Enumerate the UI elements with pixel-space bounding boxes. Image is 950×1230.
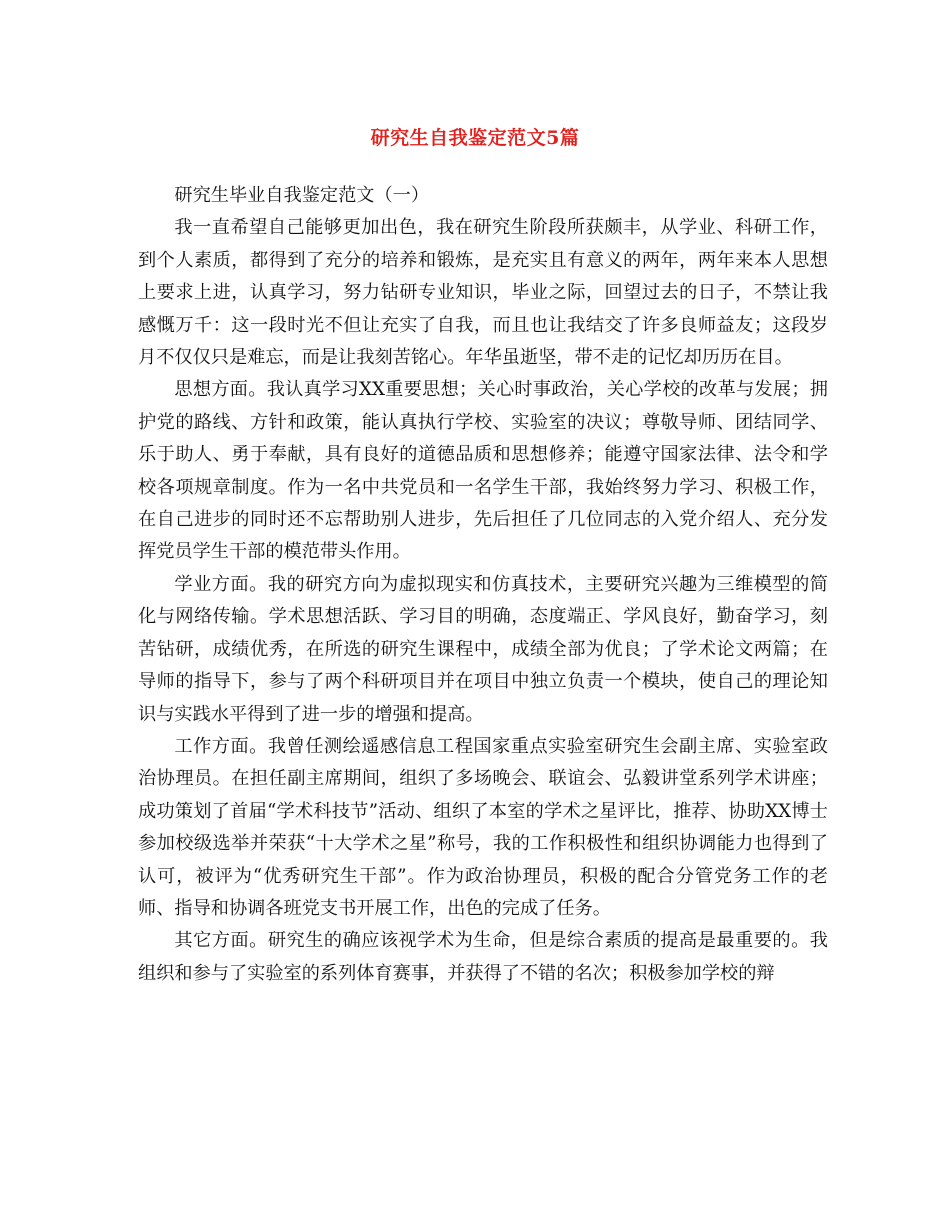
document-title: 研究生自我鉴定范文5篇 — [370, 127, 580, 149]
paragraph-work: 工作方面。我曾任测绘遥感信息工程国家重点实验室研究生会副主席、实验室政治协理员。在担任副主席期间，组织了多场晚会、联谊会、弘毅讲堂系列学术讲座；成功策划了首届“学术科技节”活动、组织了本室的学术之星评比，推荐、协助XX博士参加校级选举并荣获“十大学术之星”称号，我的工作积极性和组织协调能力也得到了认可，被评为“优秀研究生干部”。作为政治协理员，积极的配合分管党务工作的老师、指导和协调各班党支书开展工作，出色的完成了任务。 — [138, 735, 828, 919]
section-heading: 研究生毕业自我鉴定范文（一） — [174, 185, 430, 206]
paragraph-other: 其它方面。研究生的确应该视学术为生命，但是综合素质的提高是最重要的。我组织和参与了实验室的系列体育赛事，并获得了不错的名次；积极参加学校的辩 — [138, 930, 828, 984]
paragraph-academics: 学业方面。我的研究方向为虚拟现实和仿真技术，主要研究兴趣为三维模型的简化与网络传输。学术思想活跃、学习目的明确，态度端正、学风良好，勤奋学习，刻苦钻研，成绩优秀，在所选的研究生课程中，成绩全部为优良；了学术论文两篇；在导师的指导下，参与了两个科研项目并在项目中独立负责一个模块，使自己的理论知识与实践水平得到了进一步的增强和提高。 — [138, 573, 828, 725]
paragraph-intro: 我一直希望自己能够更加出色，我在研究生阶段所获颇丰，从学业、科研工作，到个人素质，都得到了充分的培养和锻炼，是充实且有意义的两年，两年来本人思想上要求上进，认真学习，努力钻研专业知识，毕业之际，回望过去的日子，不禁让我感慨万千：这一段时光不但让充实了自我，而且也让我结交了许多良师益友；这段岁月不仅仅只是难忘，而是让我刻苦铭心。年华虽逝坚，带不走的记忆却历历在目。 — [138, 217, 828, 369]
document-body — [138, 180, 828, 990]
paragraph-ideology: 思想方面。我认真学习XX重要思想；关心时事政治，关心学校的改革与发展；拥护党的路线、方针和政策，能认真执行学校、实验室的决议；尊敬导师、团结同学、乐于助人、勇于奉献，具有良好的道德品质和思想修养；能遵守国家法律、法令和学校各项规章制度。作为一名中共党员和一名学生干部，我始终努力学习、积极工作，在自己进步的同时还不忘帮助别人进步，先后担任了几位同志的入党介绍人、充分发挥党员学生干部的模范带头作用。 — [138, 379, 828, 563]
